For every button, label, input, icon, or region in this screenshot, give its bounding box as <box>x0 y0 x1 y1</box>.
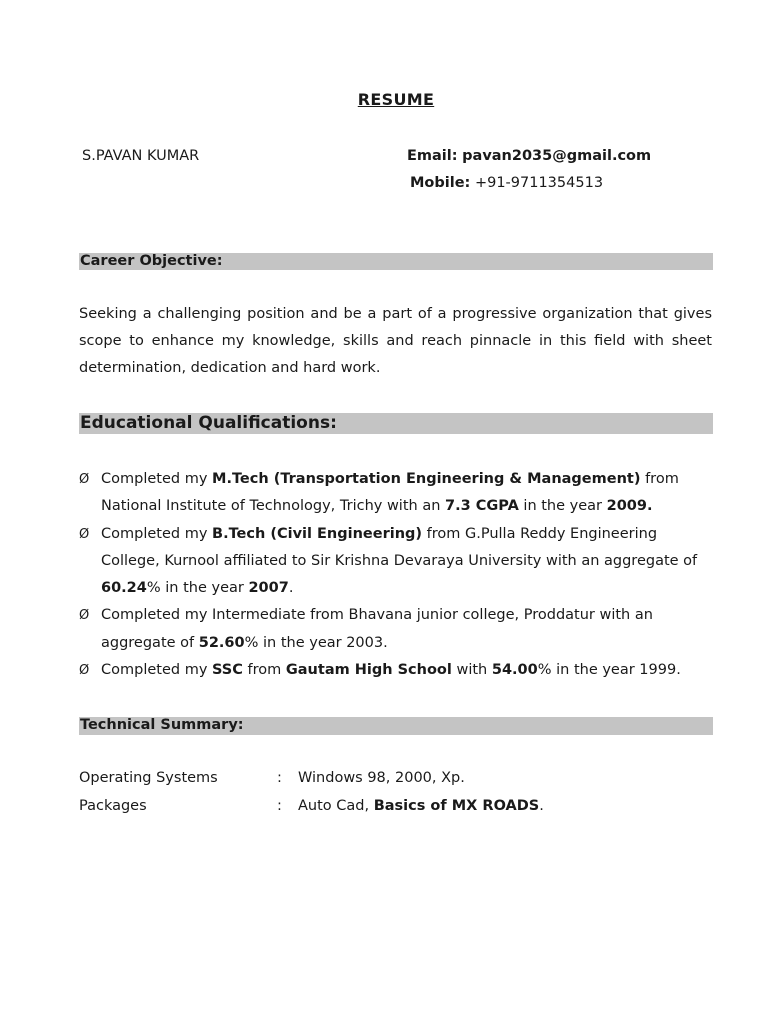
technical-summary-heading: Technical Summary: <box>79 717 713 735</box>
bullet-icon: Ø <box>79 663 90 679</box>
email-line <box>407 148 651 164</box>
qual-school: Gautam High School <box>285 662 452 679</box>
qual-text: % in the year 1999. <box>537 662 681 679</box>
tech-value-text: Windows 98, 2000, Xp. <box>298 770 465 786</box>
qual-text: from National Institute of Technology, Trichy with an <box>101 471 679 515</box>
qualification-item-intermediate <box>79 602 719 657</box>
resume-title: RESUME <box>357 90 435 109</box>
qual-year: 2007 <box>248 580 289 597</box>
bullet-icon: Ø <box>79 608 90 624</box>
qual-score: 52.60 <box>198 634 245 651</box>
tech-colon: : <box>277 798 282 814</box>
bullet-icon: Ø <box>79 472 90 487</box>
qual-text: Completed my Intermediate from Bhavana junior college, Proddatur with an aggregate of <box>101 607 653 651</box>
qual-text: Completed my <box>101 662 213 679</box>
tech-row-operating-systems <box>79 765 712 792</box>
qual-text: % in the year 2003. <box>244 634 388 651</box>
qual-year: 2009. <box>606 498 653 515</box>
tech-key: Packages <box>79 798 147 814</box>
qualification-item-ssc <box>79 657 719 684</box>
email-label: Email: <box>407 148 458 164</box>
email-value: pavan2035@gmail.com <box>462 148 652 164</box>
qual-text: Completed my <box>101 471 213 487</box>
qual-degree: SSC <box>212 662 243 679</box>
tech-row-packages <box>79 793 712 820</box>
qual-degree: B.Tech (Civil Engineering) <box>212 525 423 542</box>
qual-text: from G.Pulla Reddy Engineering College, Kurnool affiliated to Sir Krishna Devaraya University with an aggregate of <box>101 525 698 569</box>
qualification-item-btech <box>79 521 719 603</box>
qual-text: Completed my <box>101 525 213 542</box>
education-heading: Educational Qualifications: <box>79 413 713 434</box>
qual-score: 60.24 <box>101 580 147 597</box>
tech-key: Operating Systems <box>79 770 218 786</box>
tech-colon: : <box>277 770 282 786</box>
qualifications-list <box>79 466 719 684</box>
qualification-item-mtech <box>79 466 719 521</box>
qual-text: in the year <box>518 498 607 515</box>
qual-score: 7.3 CGPA <box>445 498 519 515</box>
qual-text: % in the year <box>146 580 249 597</box>
career-objective-heading: Career Objective: <box>79 253 713 270</box>
qual-text: with <box>451 662 492 679</box>
qual-score: 54.00 <box>491 662 538 679</box>
tech-value <box>298 793 544 820</box>
tech-value-end: . <box>539 798 544 814</box>
mobile-line <box>410 175 603 191</box>
candidate-name: S.PAVAN KUMAR <box>82 148 200 164</box>
qual-text: from <box>242 662 286 679</box>
mobile-label: Mobile: <box>410 175 471 191</box>
tech-value-text: Auto Cad, <box>298 798 374 814</box>
tech-value <box>298 765 465 792</box>
qual-text: . <box>288 580 294 597</box>
tech-value-bold: Basics of MX ROADS <box>373 798 540 814</box>
qual-degree: M.Tech (Transportation Engineering & Management) <box>212 471 641 487</box>
career-objective-text: Seeking a challenging position and be a part of a progressive organization that gives scope to enhance my knowledge, skills and reach pinnacle in this field with sheet determination, dedication and hard work. <box>79 306 712 376</box>
mobile-value: +91-9711354513 <box>474 175 604 191</box>
bullet-icon: Ø <box>79 526 90 542</box>
